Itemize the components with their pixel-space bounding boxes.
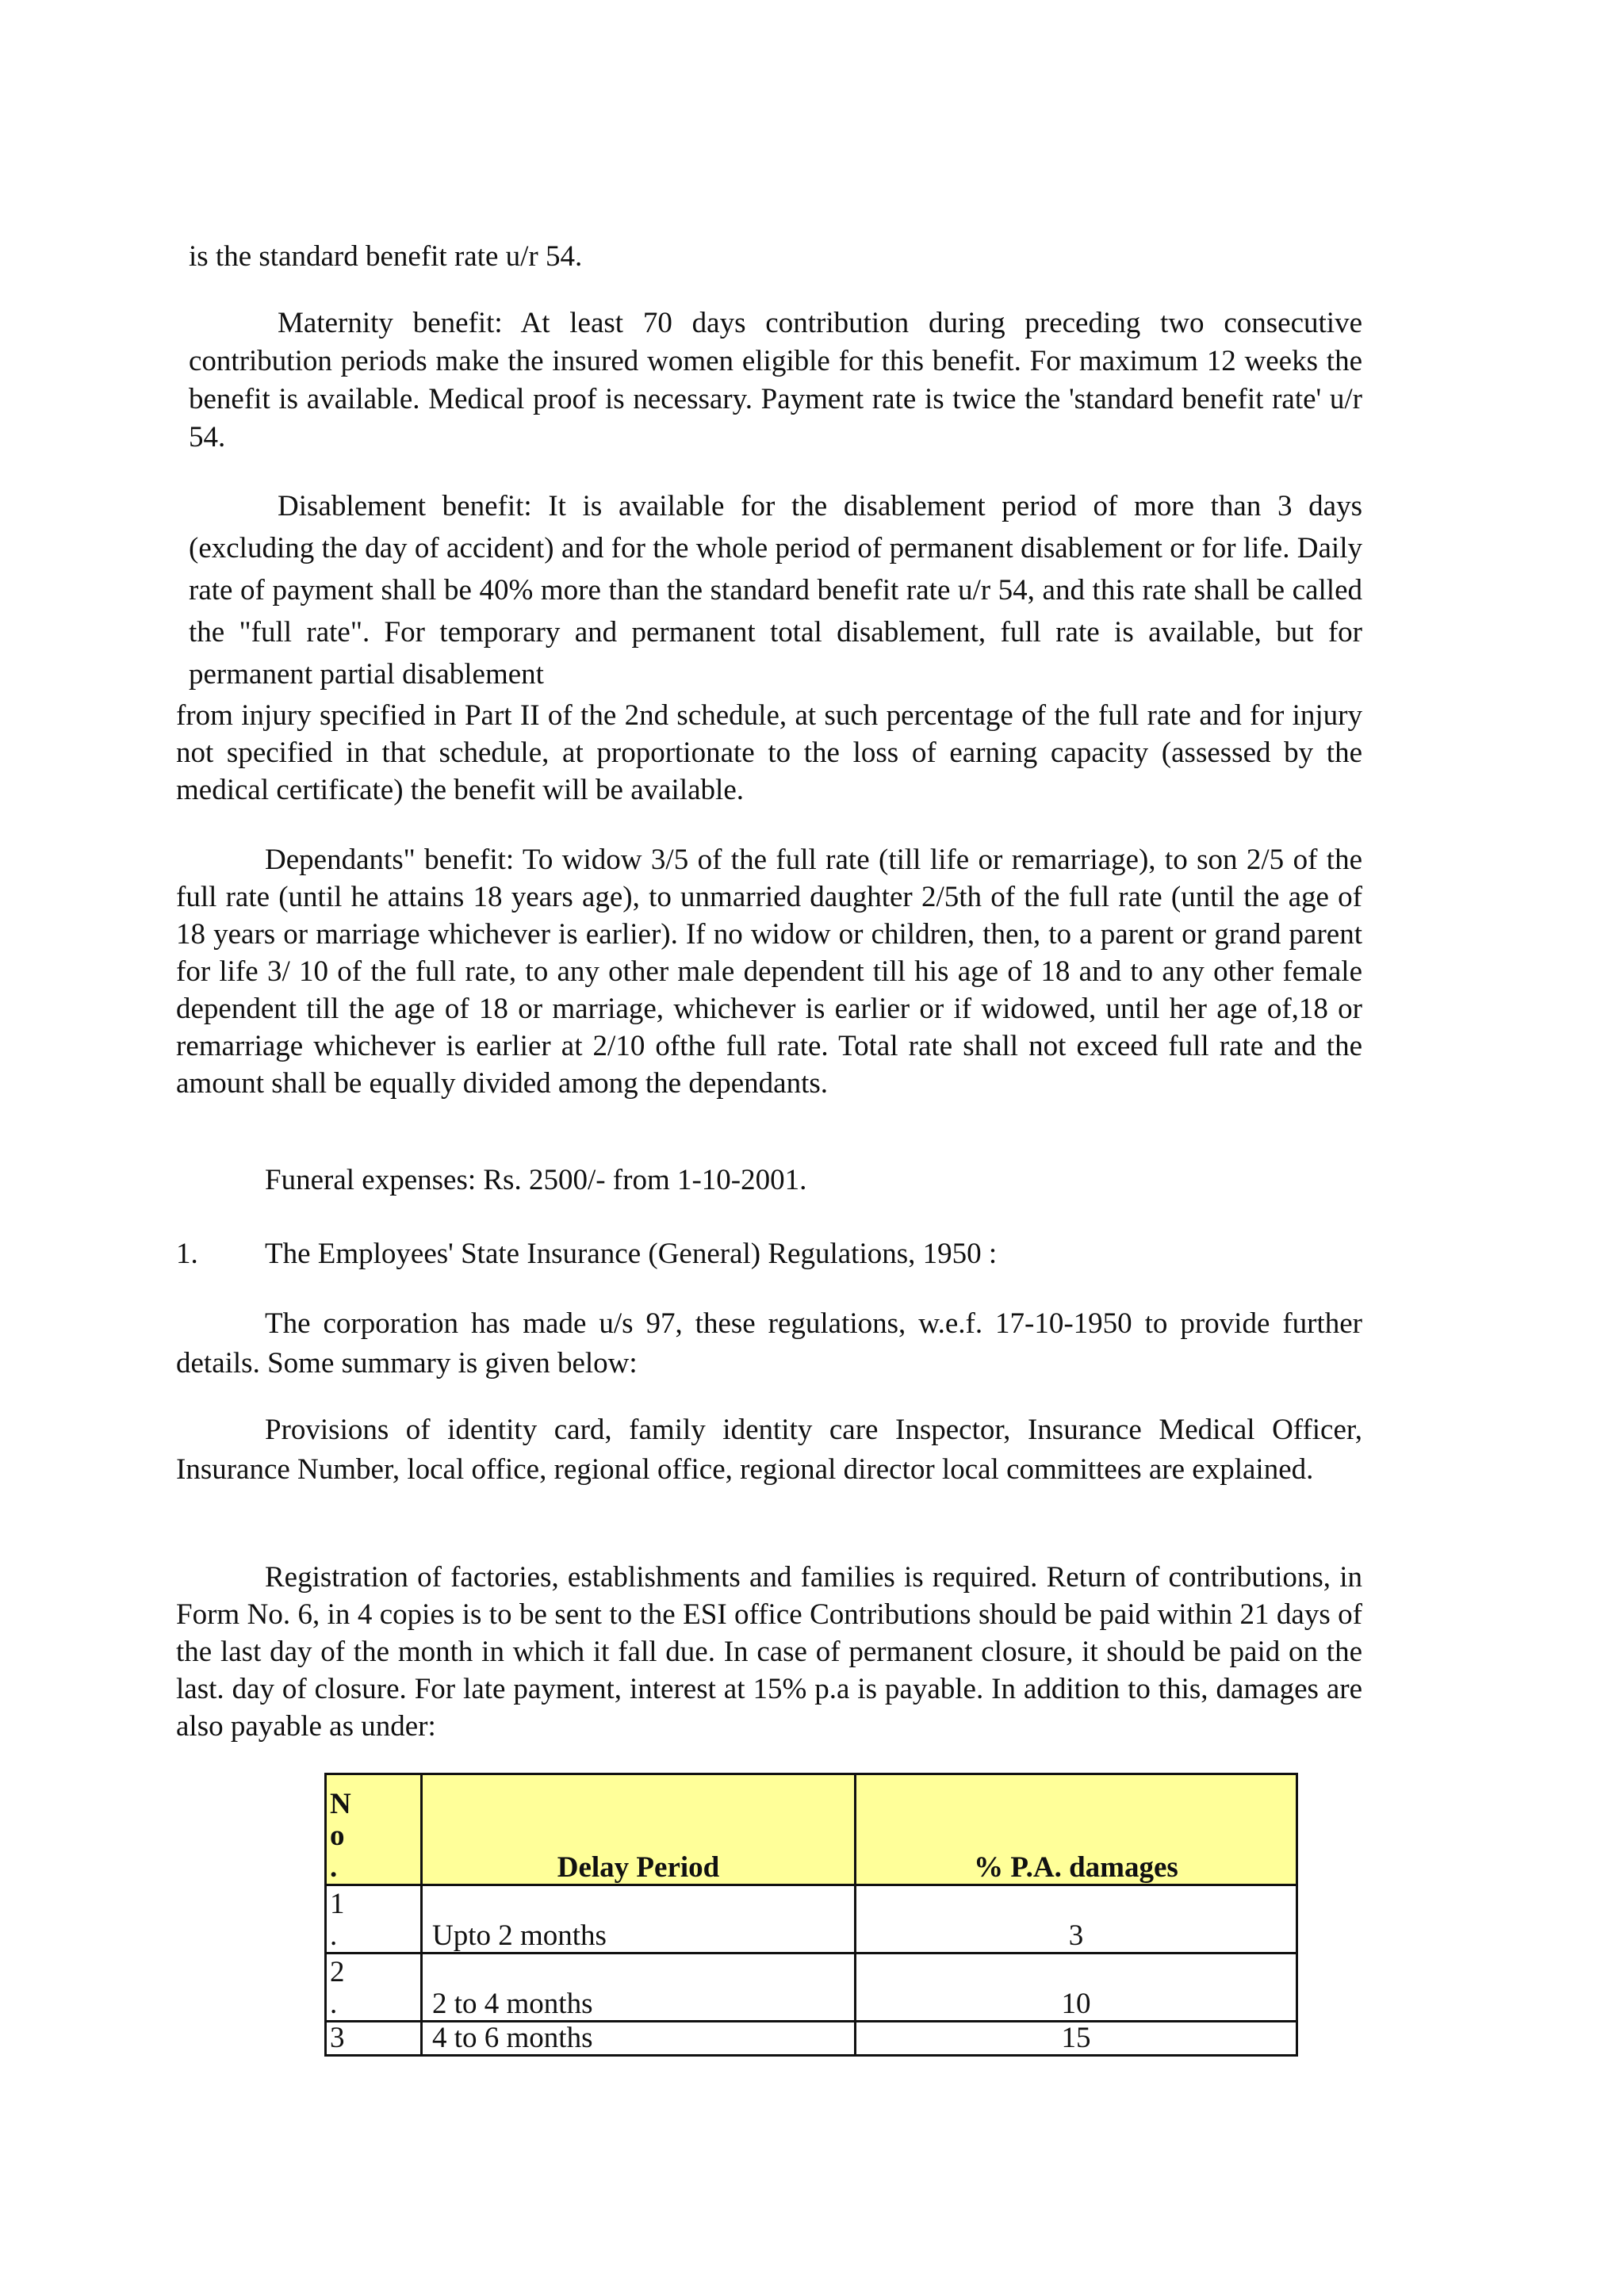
paragraph-dependants-benefit: Dependants" benefit: To widow 3/5 of the full rate (till life or remarriage), to son 2/5 of the full rate (until he attains 18 years age), to unmarried daughter 2/5th of the full rate (until the age of 18 years or marriage whichever is earlier). If no widow or children, then, to a parent or grand parent for life 3/ 10 of the full rate, to any other male dependent till his age of 18 and to any other female dependent till the age of 18 or marriage, whichever is earlier or if widowed, until her age of,18 or remarriage whichever is earlier at 2/10 ofthe full rate. Total rate shall not exceed full rate and the amount shall be equally divided among the dependants. bbox=[176, 844, 1362, 1100]
paragraph-rate-continuation: is the standard benefit rate u/r 54. bbox=[189, 240, 583, 273]
paragraph-maternity-benefit: Maternity benefit: At least 70 days contribution during preceding two consecutive contribution periods make the insured women eligible for this benefit. For maximum 12 weeks the benefit is available. Medical proof is necessary. Payment rate is twice the 'standard benefit rate' u/r 54. bbox=[189, 307, 1362, 453]
header-damages: % P.A. damages bbox=[856, 1774, 1297, 1885]
row-number-char: . bbox=[330, 1988, 338, 2020]
section-title: The Employees' State Insurance (General) Regulations, 1950 : bbox=[265, 1238, 998, 1270]
paragraph-corporation-regulations: The corporation has made u/s 97, these regulations, w.e.f. 17-10-1950 to provide further details. Some summary is given below: bbox=[176, 1307, 1362, 1380]
row-number-char: . bbox=[330, 1919, 338, 1952]
row-delay-period: 4 to 6 months bbox=[422, 2022, 856, 2056]
paragraph-disablement-continued: from injury specified in Part II of the 2nd schedule, at such percentage of the full rate and for injury not specified in that schedule, at proportionate to the loss of earning capacity (assessed by the medical certificate) the benefit will be available. bbox=[176, 699, 1362, 806]
paragraph-funeral-expenses: Funeral expenses: Rs. 2500/- from 1-10-2001. bbox=[265, 1164, 807, 1196]
table-row bbox=[326, 2022, 1297, 2056]
row-damages: 3 bbox=[856, 1885, 1297, 1954]
paragraph-provisions: Provisions of identity card, family identity care Inspector, Insurance Medical Officer, Insurance Number, local office, regional office, regional director local committees are explained. bbox=[176, 1414, 1362, 1486]
header-number-char: o bbox=[330, 1820, 345, 1852]
header-number-char: . bbox=[330, 1851, 338, 1884]
header-number-char: N bbox=[330, 1788, 351, 1820]
row-number bbox=[326, 1885, 422, 1954]
header-delay-period: Delay Period bbox=[422, 1774, 856, 1885]
table-header-row bbox=[326, 1774, 1297, 1885]
damages-table bbox=[324, 1773, 1298, 2057]
row-number bbox=[326, 2022, 422, 2056]
row-delay-period: Upto 2 months bbox=[422, 1885, 856, 1954]
paragraph-registration: Registration of factories, establishments and families is required. Return of contributions, in Form No. 6, in 4 copies is to be sent to the ESI office Contributions should be paid within 21 days of the last day of the month in which it fall due. In case of permanent closure, it should be paid on the last. day of closure. For late payment, interest at 15% p.a is payable. In addition to this, damages are also payable as under: bbox=[176, 1561, 1362, 1743]
row-damages: 10 bbox=[856, 1954, 1297, 2022]
row-delay-period: 2 to 4 months bbox=[422, 1954, 856, 2022]
row-number-char: 1 bbox=[330, 1888, 345, 1920]
table-row bbox=[326, 1885, 1297, 1954]
header-number bbox=[326, 1774, 422, 1885]
row-number bbox=[326, 1954, 422, 2022]
paragraph-disablement-benefit: Disablement benefit: It is available for the disablement period of more than 3 days (excluding the day of accident) and for the whole period of permanent disablement or for life. Daily rate of payment shall be 40% more than the standard benefit rate u/r 54, and this rate shall be called the "full rate". For temporary and permanent total disablement, full rate is available, but for permanent partial disablement bbox=[189, 490, 1362, 691]
row-damages: 15 bbox=[856, 2022, 1297, 2056]
section-number: 1. bbox=[176, 1238, 198, 1270]
row-number-char: 3 bbox=[330, 2022, 345, 2054]
row-number-char: 2 bbox=[330, 1956, 345, 1988]
table-row bbox=[326, 1954, 1297, 2022]
